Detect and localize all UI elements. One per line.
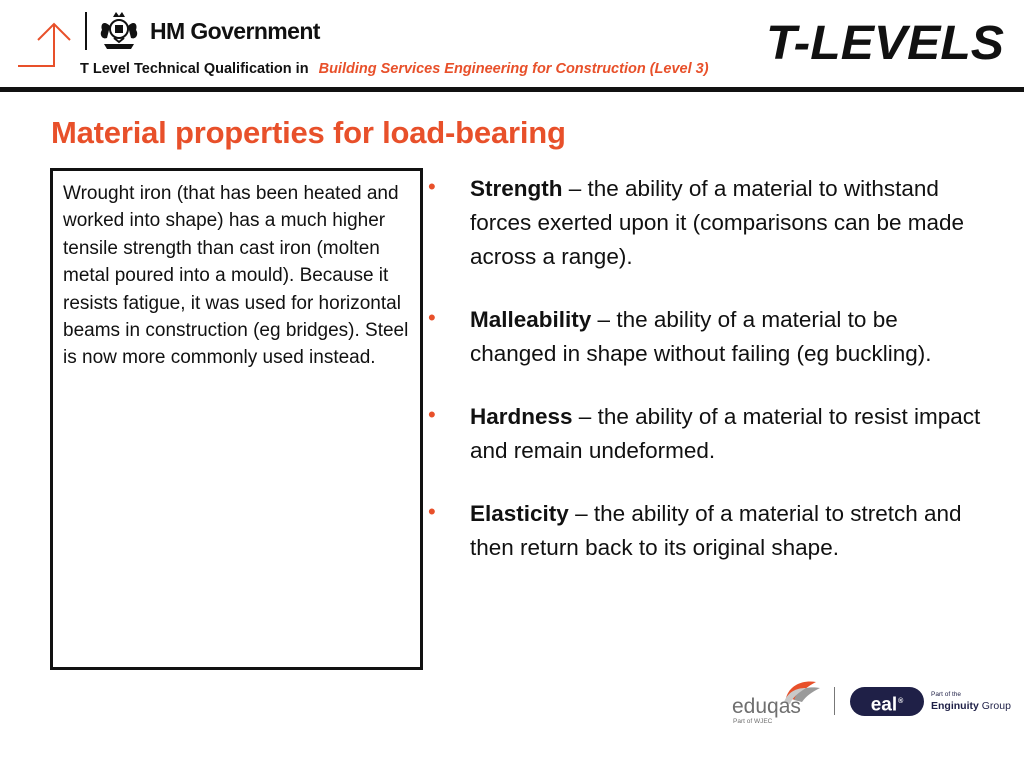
qualification-line <box>80 61 709 77</box>
partner-divider <box>834 687 835 715</box>
bullet-hardness <box>428 400 988 468</box>
bullet-description: – the ability of a material to be changed in shape without failing (eg buckling). <box>470 307 932 366</box>
qualification-prefix: T Level Technical Qualification in <box>80 61 309 77</box>
t-levels-logo-text: T-LEVELS <box>766 17 1004 68</box>
material-properties-list <box>428 172 988 565</box>
bullet-dot-icon: • <box>428 499 436 524</box>
bullet-description: – the ability of a material to resist impact and remain undeformed. <box>470 404 981 463</box>
arrow-logo-icon <box>16 18 76 70</box>
wrought-iron-note-text: Wrought iron (that has been heated and worked into shape) has a much higher tensile strength than cast iron (molten metal poured into a mould). Because it resists fatigue, it was used for horizontal beams in construction (eg bridges). Steel is now more commonly used instead. <box>63 183 409 369</box>
eal-logo <box>850 687 924 716</box>
bullet-dot-icon: • <box>428 402 436 427</box>
bullet-dot-icon: • <box>428 174 436 199</box>
header-rule <box>0 87 1024 92</box>
bullet-term: Elasticity <box>470 501 569 526</box>
eduqas-wordmark: eduqas <box>732 695 801 718</box>
bullet-term: Strength <box>470 176 563 201</box>
enginuity-prefix: Part of the <box>931 691 961 698</box>
eduqas-tagline: Part of WJEC <box>733 718 773 725</box>
enginuity-name <box>931 701 1011 712</box>
bullet-term: Hardness <box>470 404 573 429</box>
eduqas-logo <box>730 676 822 726</box>
eal-registered-mark: ® <box>898 698 904 705</box>
bullet-elasticity <box>428 497 988 565</box>
government-divider <box>85 12 87 50</box>
bullet-malleability <box>428 303 988 371</box>
enginuity-name-rest: Group <box>978 699 1011 712</box>
government-name: HM Government <box>150 18 320 44</box>
slide-header <box>0 0 1024 92</box>
slide-title: Material properties for load-bearing <box>51 115 566 150</box>
bullet-dot-icon: • <box>428 305 436 330</box>
qualification-subject: Building Services Engineering for Construction (Level 3) <box>318 61 709 77</box>
eal-wordmark: eal <box>870 694 898 716</box>
enginuity-group-logo <box>931 692 1011 711</box>
bullet-strength <box>428 172 988 274</box>
t-levels-logo <box>764 14 1008 68</box>
enginuity-name-bold: Enginuity <box>931 699 979 712</box>
royal-crest-icon <box>96 10 142 52</box>
bullet-description: – the ability of a material to stretch and then return back to its original shape. <box>470 501 962 560</box>
bullet-term: Malleability <box>470 307 592 332</box>
wrought-iron-note-box <box>50 168 423 670</box>
bullet-description: – the ability of a material to withstand forces exerted upon it (comparisons can be made across a range). <box>470 176 965 269</box>
